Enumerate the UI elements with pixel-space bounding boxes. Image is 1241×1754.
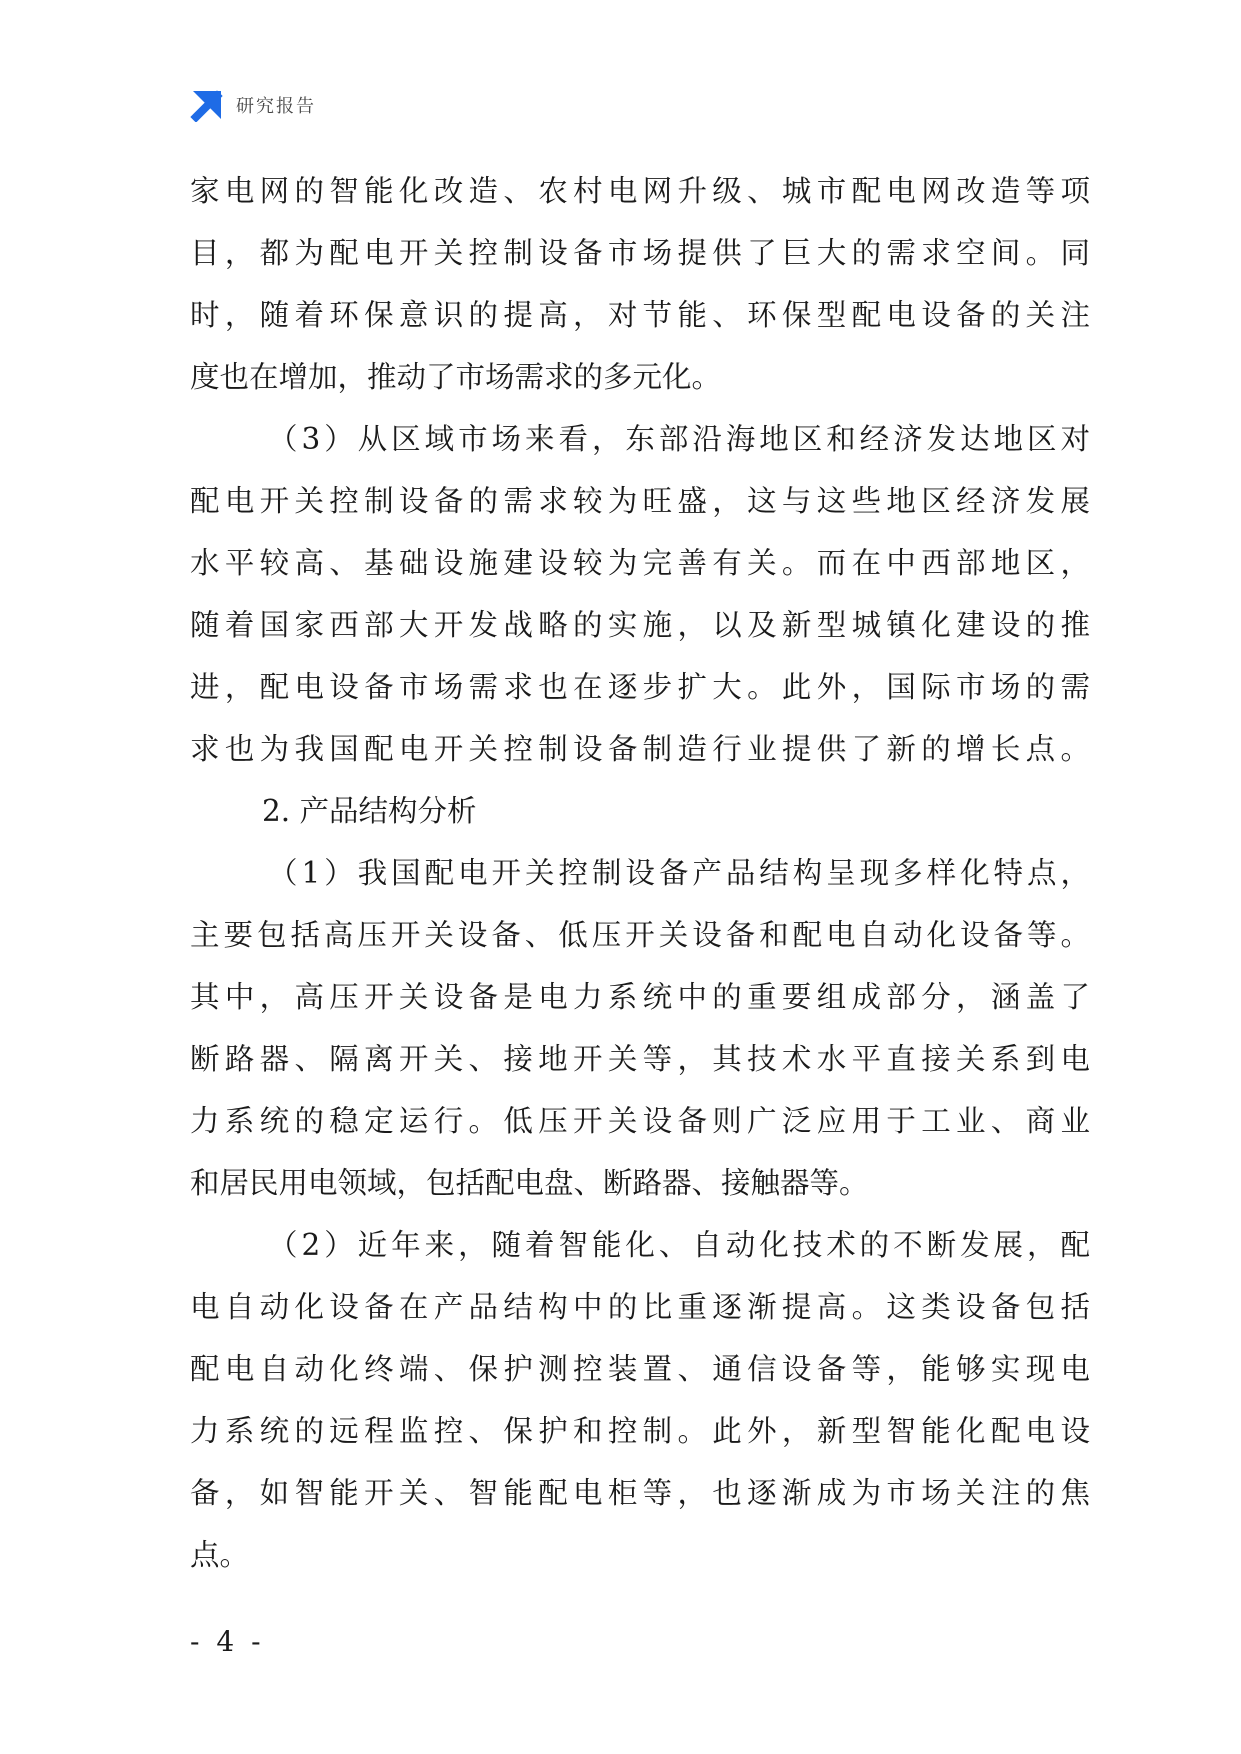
header-title: 研究报告 (236, 96, 316, 117)
text-line: 电自动化设备在产品结构中的比重逐渐提高。这类设备包括 (190, 1290, 1090, 1324)
paragraph-start-line: （2）近年来，随着智能化、自动化技术的不断发展，配 (268, 1228, 1090, 1262)
document-body (190, 160, 1090, 1586)
text-line: 求也为我国配电开关控制设备制造行业提供了新的增长点。 (190, 732, 1090, 766)
text-line: 时，随着环保意识的提高，对节能、环保型配电设备的关注 (190, 298, 1090, 332)
text-line: 点。 (190, 1538, 250, 1572)
report-header (190, 88, 316, 122)
text-line: 家电网的智能化改造、农村电网升级、城市配电网改造等项 (190, 174, 1090, 208)
text-line: 随着国家西部大开发战略的实施，以及新型城镇化建设的推 (190, 608, 1090, 642)
text-line: 和居民用电领域，包括配电盘、断路器、接触器等。 (190, 1166, 869, 1200)
text-line: 断路器、隔离开关、接地开关等，其技术水平直接关系到电 (190, 1042, 1090, 1076)
text-line: 配电开关控制设备的需求较为旺盛，这与这些地区经济发展 (190, 484, 1090, 518)
text-line: 力系统的远程监控、保护和控制。此外，新型智能化配电设 (190, 1414, 1090, 1448)
text-line: 配电自动化终端、保护测控装置、通信设备等，能够实现电 (190, 1352, 1090, 1386)
text-line: 度也在增加，推动了市场需求的多元化。 (190, 360, 722, 394)
paragraph-start-line: （1）我国配电开关控制设备产品结构呈现多样化特点， (268, 856, 1090, 890)
arrow-up-right-icon (190, 88, 224, 122)
page-number: - 4 - (190, 1625, 265, 1658)
text-line: 力系统的稳定运行。低压开关设备则广泛应用于工业、商业 (190, 1104, 1090, 1138)
text-line: 备，如智能开关、智能配电柜等，也逐渐成为市场关注的焦 (190, 1476, 1090, 1510)
paragraph-start-line: （3）从区域市场来看，东部沿海地区和经济发达地区对 (268, 422, 1090, 456)
text-line: 进，配电设备市场需求也在逐步扩大。此外，国际市场的需 (190, 670, 1090, 704)
text-line: 其中，高压开关设备是电力系统中的重要组成部分，涵盖了 (190, 980, 1090, 1014)
section-heading: 2. 产品结构分析 (262, 794, 477, 828)
text-line: 主要包括高压开关设备、低压开关设备和配电自动化设备等。 (190, 918, 1090, 952)
text-line: 目，都为配电开关控制设备市场提供了巨大的需求空间。同 (190, 236, 1090, 270)
text-line: 水平较高、基础设施建设较为完善有关。而在中西部地区， (190, 546, 1090, 580)
